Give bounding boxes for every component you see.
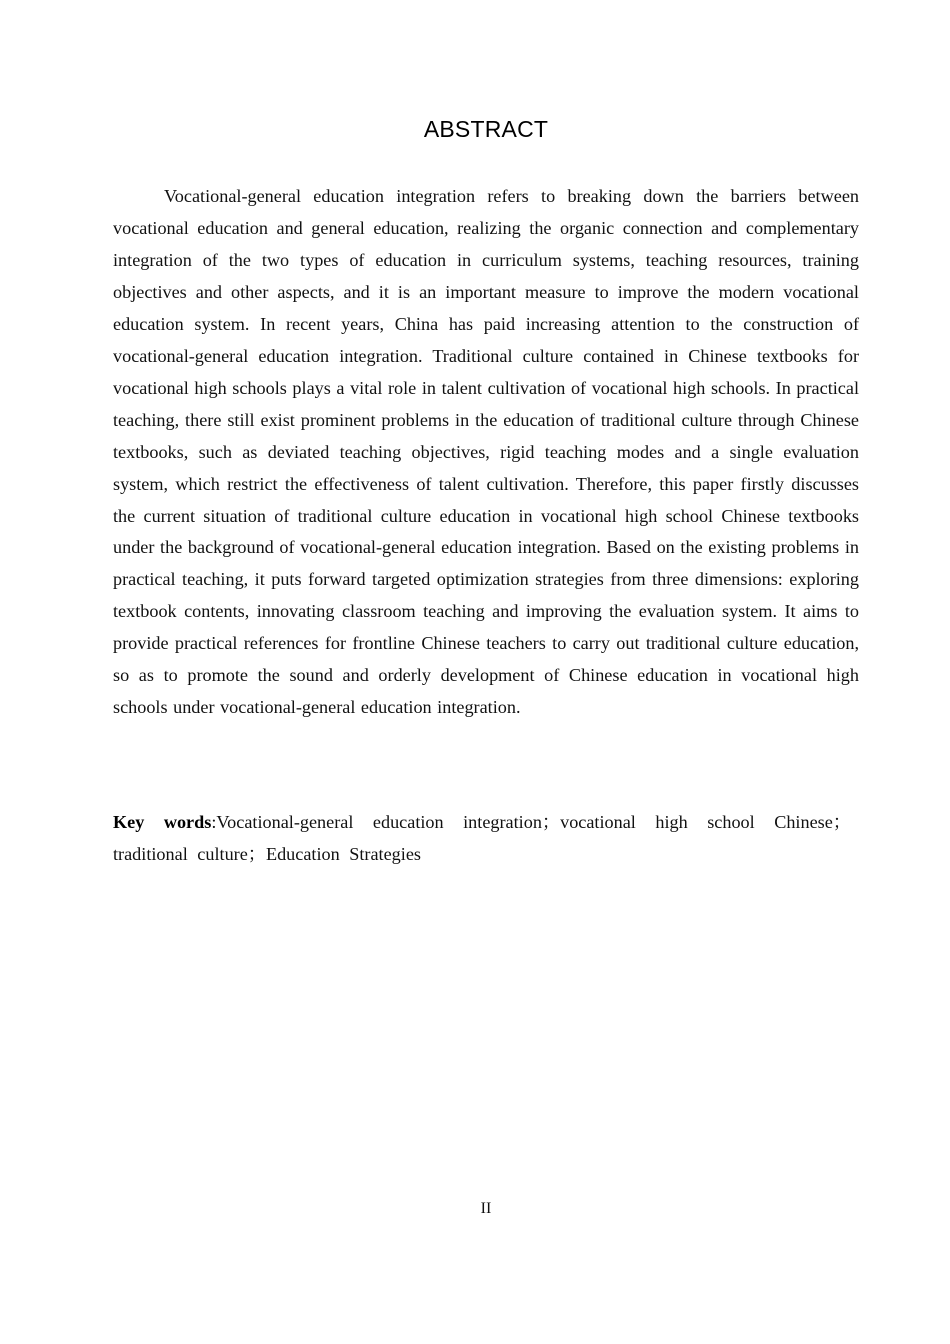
page-number: II (480, 1200, 492, 1217)
keywords-line (113, 806, 851, 870)
keywords-label: Key words (113, 812, 212, 832)
abstract-title: ABSTRACT (423, 116, 549, 142)
abstract-paragraph: Vocational-general education integration refers to breaking down the barriers between vocational education and general education, realizing the organic connection and complementary integration of the two types of education in curriculum systems, teaching resources, training objectives and other aspects, and it is an important measure to improve the modern vocational education system. In recent years, China has paid increasing attention to the construction of vocational-general education integration. Traditional culture contained in Chinese textbooks for vocational high schools plays a vital role in talent cultivation of vocational high schools. In practical teaching, there still exist prominent problems in the education of traditional culture through Chinese textbooks, such as deviated teaching objectives, rigid teaching modes and a single evaluation system, which restrict the effectiveness of talent cultivation. Therefore, this paper firstly discusses the current situation of traditional culture education in vocational high school Chinese textbooks under the background of vocational-general education integration. Based on the existing problems in practical teaching, it puts forward targeted optimization strategies from three dimensions: exploring textbook contents, innovating classroom teaching and improving the evaluation system. It aims to provide practical references for frontline Chinese teachers to carry out traditional culture education, so as to promote the sound and orderly development of Chinese education in vocational high schools under vocational-general education integration. (113, 186, 859, 718)
keywords-list: :Vocational-general education integration；vocational high school Chinese；traditional culture；Education Strategies (113, 812, 851, 864)
